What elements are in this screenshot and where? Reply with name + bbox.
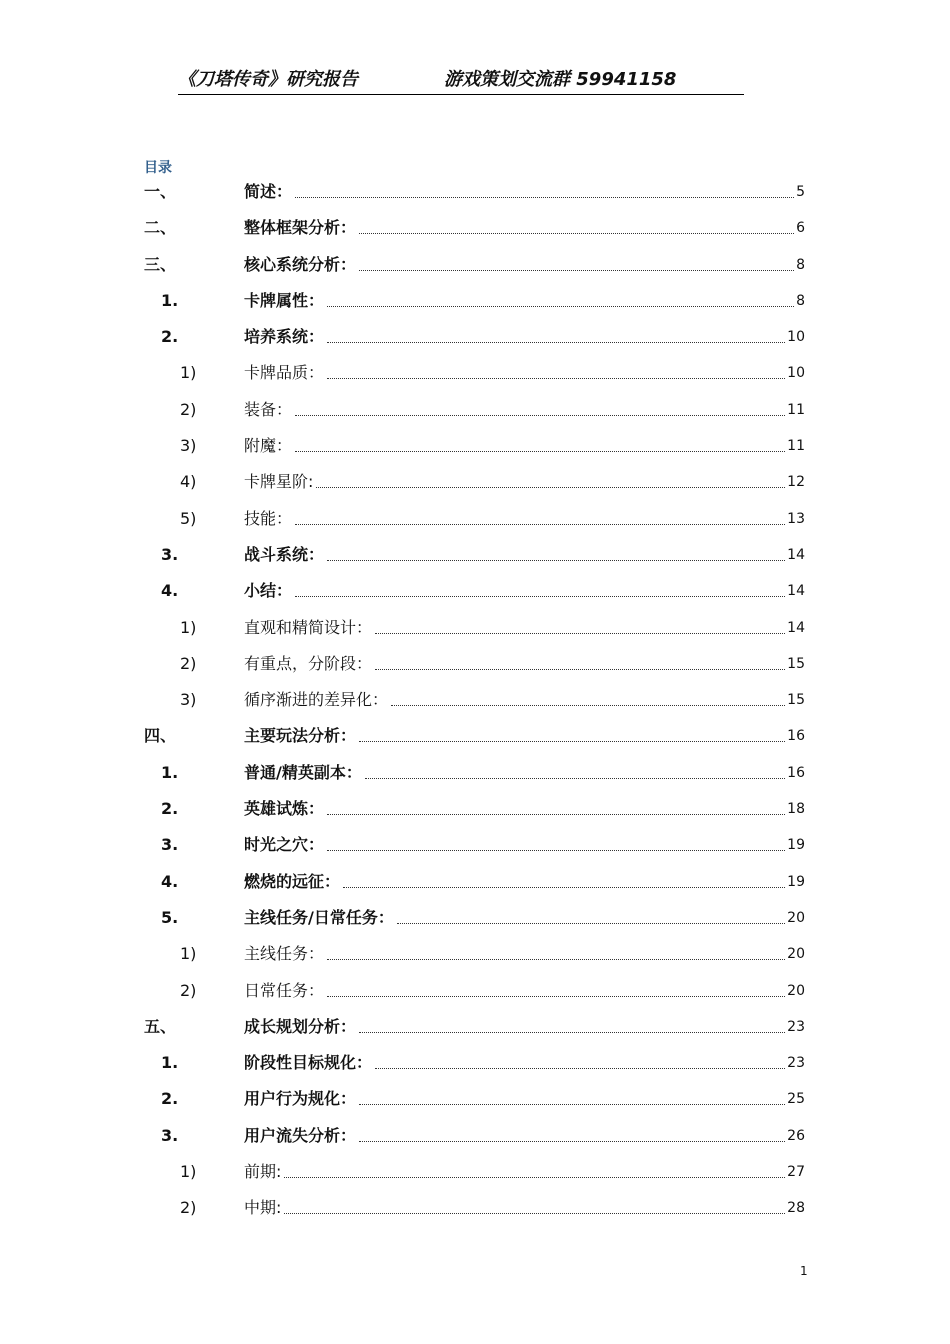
toc-entry-page: 10 bbox=[787, 365, 805, 382]
toc-heading: 目录 bbox=[144, 160, 172, 176]
toc-entry-title[interactable]: 卡牌属性： bbox=[244, 290, 325, 310]
toc-entry-page: 15 bbox=[787, 655, 805, 672]
toc-entry[interactable] bbox=[0, 210, 950, 246]
dot-leader bbox=[359, 1140, 785, 1142]
toc-entry[interactable] bbox=[0, 791, 950, 827]
document-header bbox=[178, 68, 744, 95]
toc-entry-line bbox=[244, 763, 805, 783]
table-of-contents bbox=[0, 174, 950, 1227]
dot-leader bbox=[295, 595, 785, 597]
toc-entry-number: 1) bbox=[180, 363, 197, 383]
toc-entry-line bbox=[244, 363, 805, 383]
toc-entry-line bbox=[244, 690, 805, 710]
dot-leader bbox=[375, 668, 785, 670]
dot-leader bbox=[343, 886, 785, 888]
toc-entry-line bbox=[244, 509, 805, 529]
toc-entry-number: 1) bbox=[180, 1162, 197, 1182]
toc-entry-number: 2) bbox=[180, 399, 197, 419]
dot-leader bbox=[295, 450, 785, 452]
toc-entry[interactable] bbox=[0, 537, 950, 573]
dot-leader bbox=[284, 1212, 785, 1214]
toc-entry-title[interactable]: 主线任务/日常任务： bbox=[244, 907, 394, 927]
toc-entry-title[interactable]: 普通/精英副本： bbox=[244, 762, 362, 782]
toc-entry-number: 1) bbox=[180, 944, 197, 964]
toc-entry-number: 4) bbox=[180, 472, 197, 492]
toc-entry-page: 25 bbox=[787, 1091, 805, 1108]
toc-entry-title[interactable]: 前期: bbox=[244, 1162, 282, 1182]
toc-entry-title[interactable]: 时光之穴： bbox=[244, 835, 325, 855]
toc-entry-number: 四、 bbox=[144, 726, 177, 746]
dot-leader bbox=[327, 341, 785, 343]
toc-entry-line bbox=[244, 908, 805, 928]
toc-entry-number: 2) bbox=[180, 980, 197, 1000]
toc-entry-line bbox=[244, 944, 805, 964]
toc-entry[interactable] bbox=[0, 827, 950, 863]
toc-entry-number: 2. bbox=[161, 799, 179, 819]
toc-entry-page: 5 bbox=[796, 184, 805, 200]
toc-entry-number: 5. bbox=[161, 907, 179, 927]
toc-entry-page: 10 bbox=[787, 329, 805, 346]
toc-entry-title[interactable]: 成长规划分析： bbox=[244, 1016, 357, 1036]
toc-entry-page: 23 bbox=[787, 1018, 805, 1035]
toc-entry-page: 16 bbox=[787, 764, 805, 781]
toc-entry[interactable] bbox=[0, 1154, 950, 1190]
toc-entry-number: 1. bbox=[161, 290, 179, 310]
toc-entry-title[interactable]: 卡牌品质： bbox=[244, 363, 325, 383]
toc-entry-page: 16 bbox=[787, 728, 805, 745]
toc-entry-number: 2. bbox=[161, 327, 179, 347]
dot-leader bbox=[359, 740, 785, 742]
toc-entry-line bbox=[244, 799, 805, 819]
toc-entry-page: 20 bbox=[787, 909, 805, 926]
toc-entry[interactable] bbox=[0, 610, 950, 646]
toc-entry-title[interactable]: 阶段性目标规化： bbox=[244, 1053, 373, 1073]
toc-entry-page: 27 bbox=[787, 1164, 805, 1181]
toc-entry[interactable] bbox=[0, 936, 950, 972]
toc-entry[interactable] bbox=[0, 283, 950, 319]
toc-entry-number: 3) bbox=[180, 436, 197, 456]
group-info: 游戏策划交流群 59941158 bbox=[444, 69, 677, 90]
toc-entry-number: 1. bbox=[161, 762, 179, 782]
toc-entry-line bbox=[244, 327, 805, 347]
toc-entry[interactable] bbox=[0, 682, 950, 718]
toc-entry-page: 13 bbox=[787, 510, 805, 527]
toc-entry-line bbox=[244, 872, 805, 892]
toc-entry[interactable] bbox=[0, 864, 950, 900]
toc-entry[interactable] bbox=[0, 1009, 950, 1045]
toc-entry-page: 20 bbox=[787, 946, 805, 963]
toc-entry[interactable] bbox=[0, 464, 950, 500]
toc-entry-line bbox=[244, 1089, 805, 1109]
dot-leader bbox=[375, 632, 785, 634]
toc-entry-page: 20 bbox=[787, 982, 805, 999]
toc-entry-number: 1. bbox=[161, 1053, 179, 1073]
toc-entry-number: 3. bbox=[161, 544, 179, 564]
toc-entry-page: 19 bbox=[787, 837, 805, 854]
dot-leader bbox=[327, 559, 785, 561]
toc-entry-line bbox=[244, 654, 805, 674]
dot-leader bbox=[284, 1176, 785, 1178]
toc-entry-page: 14 bbox=[787, 619, 805, 636]
toc-entry-title[interactable]: 主线任务： bbox=[244, 944, 325, 964]
dot-leader bbox=[359, 1031, 785, 1033]
toc-entry-line bbox=[244, 218, 805, 238]
toc-entry-page: 18 bbox=[787, 801, 805, 818]
toc-entry-title[interactable]: 核心系统分析： bbox=[244, 254, 357, 274]
toc-entry[interactable] bbox=[0, 501, 950, 537]
toc-entry-title[interactable]: 小结： bbox=[244, 581, 293, 601]
toc-entry-page: 15 bbox=[787, 692, 805, 709]
toc-entry[interactable] bbox=[0, 355, 950, 391]
dot-leader bbox=[375, 1067, 785, 1069]
toc-entry-number: 2) bbox=[180, 653, 197, 673]
dot-leader bbox=[327, 995, 785, 997]
toc-entry-line bbox=[244, 618, 805, 638]
toc-entry-title[interactable]: 有重点，分阶段： bbox=[244, 653, 373, 673]
toc-entry-page: 12 bbox=[787, 474, 805, 491]
toc-entry[interactable] bbox=[0, 1118, 950, 1154]
toc-entry-title[interactable]: 技能： bbox=[244, 508, 293, 528]
toc-entry-title[interactable]: 用户流失分析： bbox=[244, 1125, 357, 1145]
toc-entry[interactable] bbox=[0, 319, 950, 355]
toc-entry-title[interactable]: 用户行为规化： bbox=[244, 1089, 357, 1109]
toc-entry-line bbox=[244, 182, 805, 202]
dot-leader bbox=[327, 849, 785, 851]
toc-entry-number: 3) bbox=[180, 690, 197, 710]
toc-entry[interactable] bbox=[0, 174, 950, 210]
toc-entry-title[interactable]: 主要玩法分析： bbox=[244, 726, 357, 746]
toc-entry-line bbox=[244, 1126, 805, 1146]
toc-entry-number: 5) bbox=[180, 508, 197, 528]
dot-leader bbox=[359, 269, 794, 271]
toc-entry-number: 一、 bbox=[144, 182, 177, 201]
dot-leader bbox=[391, 704, 785, 706]
toc-entry-title[interactable]: 英雄试炼： bbox=[244, 799, 325, 819]
toc-entry-title[interactable]: 循序渐进的差异化： bbox=[244, 690, 389, 710]
toc-entry-page: 11 bbox=[787, 438, 805, 455]
toc-entry-page: 8 bbox=[796, 292, 805, 309]
toc-entry-number: 三、 bbox=[144, 254, 177, 274]
toc-entry[interactable] bbox=[0, 392, 950, 428]
toc-entry-number: 二、 bbox=[144, 218, 177, 238]
toc-entry[interactable] bbox=[0, 247, 950, 283]
toc-entry-page: 11 bbox=[787, 401, 805, 418]
toc-entry-title[interactable]: 整体框架分析： bbox=[244, 218, 357, 238]
toc-entry-page: 19 bbox=[787, 873, 805, 890]
dot-leader bbox=[295, 196, 794, 198]
toc-entry[interactable] bbox=[0, 646, 950, 682]
toc-entry-title[interactable]: 装备： bbox=[244, 399, 293, 419]
toc-entry-number: 4. bbox=[161, 871, 179, 891]
toc-entry-title[interactable]: 卡牌星阶: bbox=[244, 472, 314, 492]
toc-entry-title[interactable]: 直观和精简设计： bbox=[244, 617, 373, 637]
toc-entry-title[interactable]: 中期: bbox=[244, 1198, 282, 1218]
toc-entry-title[interactable]: 简述： bbox=[244, 182, 293, 201]
toc-entry-page: 23 bbox=[787, 1055, 805, 1072]
toc-entry-line bbox=[244, 1198, 805, 1218]
toc-entry[interactable] bbox=[0, 428, 950, 464]
toc-entry-title[interactable]: 日常任务： bbox=[244, 980, 325, 1000]
toc-entry-number: 3. bbox=[161, 1125, 179, 1145]
dot-leader bbox=[327, 377, 785, 379]
toc-entry-title[interactable]: 附魔： bbox=[244, 436, 293, 456]
toc-entry[interactable] bbox=[0, 573, 950, 609]
toc-entry-line bbox=[244, 726, 805, 746]
dot-leader bbox=[316, 486, 785, 488]
dot-leader bbox=[397, 922, 785, 924]
dot-leader bbox=[295, 523, 785, 525]
toc-entry-number: 五、 bbox=[144, 1016, 177, 1036]
dot-leader bbox=[359, 232, 794, 234]
toc-entry-number: 2) bbox=[180, 1198, 197, 1218]
toc-entry-line bbox=[244, 291, 805, 311]
toc-entry-line bbox=[244, 400, 805, 420]
dot-leader bbox=[327, 813, 785, 815]
dot-leader bbox=[327, 305, 794, 307]
toc-entry-page: 8 bbox=[796, 256, 805, 273]
toc-entry-line bbox=[244, 835, 805, 855]
report-title: 《刀塔传奇》研究报告 bbox=[178, 69, 358, 90]
dot-leader bbox=[327, 958, 785, 960]
dot-leader bbox=[295, 414, 785, 416]
toc-entry-page: 14 bbox=[787, 546, 805, 563]
toc-entry-title[interactable]: 培养系统： bbox=[244, 327, 325, 347]
toc-entry-page: 26 bbox=[787, 1127, 805, 1144]
toc-entry-number: 3. bbox=[161, 835, 179, 855]
toc-entry-line bbox=[244, 545, 805, 565]
toc-entry-title[interactable]: 燃烧的远征： bbox=[244, 871, 341, 891]
toc-entry-line bbox=[244, 981, 805, 1001]
toc-entry-number: 1) bbox=[180, 617, 197, 637]
toc-entry[interactable] bbox=[0, 1190, 950, 1226]
toc-entry-number: 4. bbox=[161, 581, 179, 601]
toc-entry-title[interactable]: 战斗系统： bbox=[244, 544, 325, 564]
toc-entry-page: 6 bbox=[796, 220, 805, 237]
toc-entry[interactable] bbox=[0, 900, 950, 936]
toc-entry-line bbox=[244, 581, 805, 601]
toc-entry[interactable] bbox=[0, 1045, 950, 1081]
dot-leader bbox=[365, 777, 785, 779]
toc-entry[interactable] bbox=[0, 1081, 950, 1117]
toc-entry-page: 28 bbox=[787, 1200, 805, 1217]
toc-entry-line bbox=[244, 436, 805, 456]
toc-entry[interactable] bbox=[0, 718, 950, 754]
toc-entry-line bbox=[244, 1017, 805, 1037]
toc-entry-line bbox=[244, 472, 805, 492]
page-number: 1 bbox=[800, 1264, 808, 1278]
toc-entry-line bbox=[244, 255, 805, 275]
toc-entry-line bbox=[244, 1053, 805, 1073]
toc-entry-page: 14 bbox=[787, 583, 805, 600]
dot-leader bbox=[359, 1103, 785, 1105]
toc-entry-line bbox=[244, 1162, 805, 1182]
toc-entry-number: 2. bbox=[161, 1089, 179, 1109]
toc-entry[interactable] bbox=[0, 973, 950, 1009]
toc-entry[interactable] bbox=[0, 755, 950, 791]
